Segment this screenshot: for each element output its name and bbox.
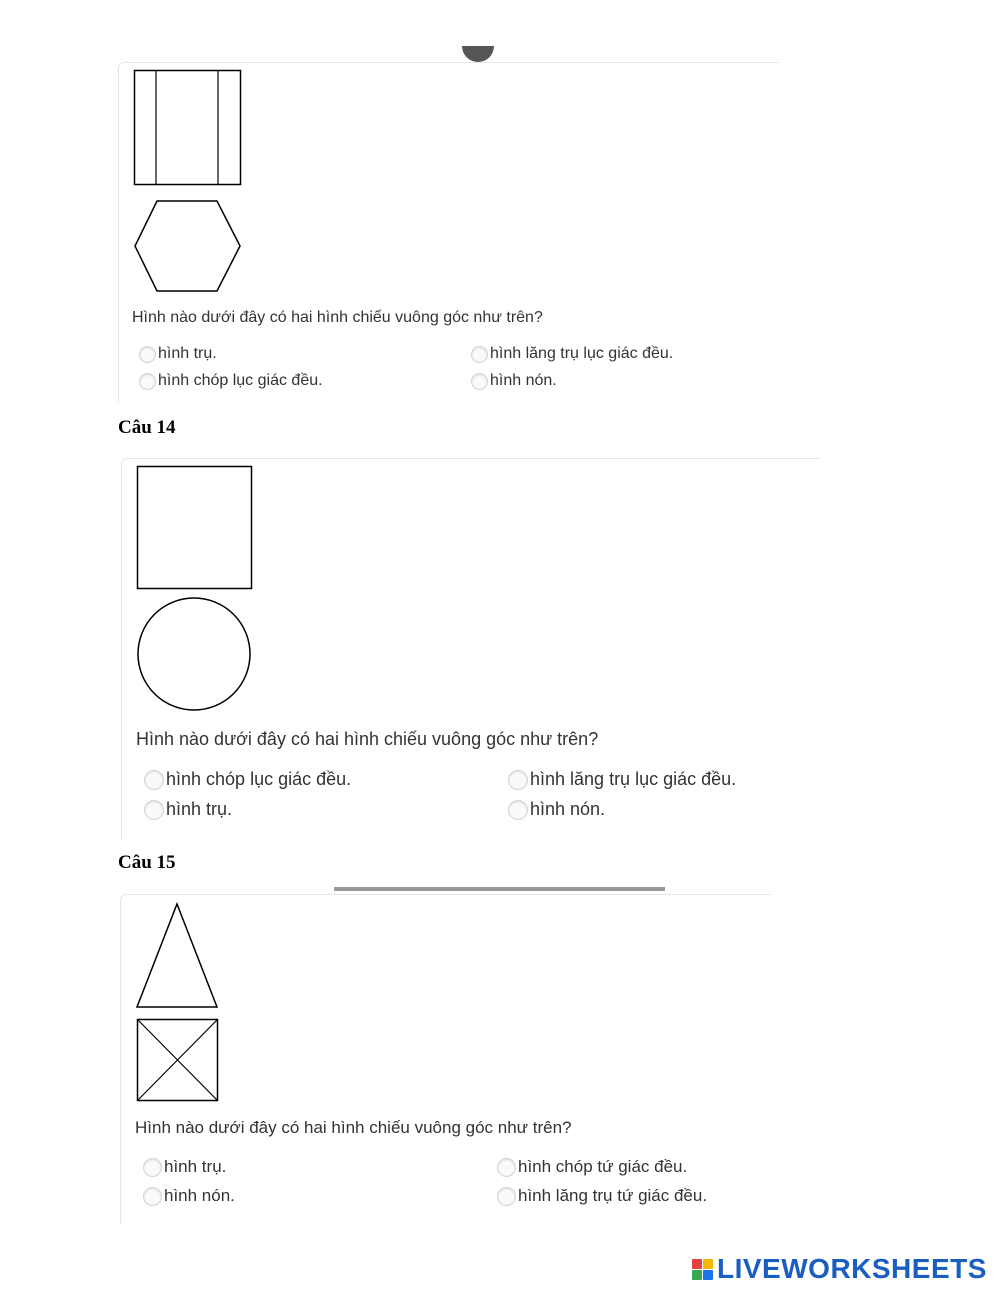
- q14-front-view-square: [137, 466, 253, 590]
- q13-front-view-rectangle: [134, 70, 242, 186]
- q13-option-2[interactable]: [471, 345, 673, 363]
- q15-prompt: Hình nào dưới đây có hai hình chiếu vuông góc như trên?: [135, 1118, 572, 1137]
- logo-square: [692, 1270, 702, 1280]
- q15-top-view-square-diagonals: [137, 1019, 219, 1102]
- option-label: hình chóp tứ giác đều.: [518, 1157, 688, 1176]
- q14-prompt: Hình nào dưới đây có hai hình chiếu vuông góc như trên?: [136, 729, 599, 749]
- option-label: hình nón.: [530, 799, 606, 819]
- q13-option-3[interactable]: [139, 372, 323, 390]
- radio-button[interactable]: [497, 1187, 516, 1206]
- radio-button[interactable]: [471, 346, 488, 363]
- radio-button[interactable]: [471, 373, 488, 390]
- option-label: hình trụ.: [166, 799, 233, 819]
- divider-bar: [334, 887, 665, 891]
- option-label: hình lăng trụ tứ giác đều.: [518, 1186, 708, 1205]
- radio-button[interactable]: [143, 1158, 162, 1177]
- radio-button[interactable]: [139, 346, 156, 363]
- logo-text: LIVEWORKSHEETS: [717, 1253, 987, 1284]
- radio-button[interactable]: [144, 800, 164, 820]
- radio-button[interactable]: [143, 1187, 162, 1206]
- option-label: hình nón.: [490, 372, 557, 389]
- q14-option-3[interactable]: [144, 799, 232, 820]
- q15-option-2[interactable]: [497, 1157, 687, 1177]
- radio-button[interactable]: [139, 373, 156, 390]
- q15-option-3[interactable]: [143, 1186, 235, 1206]
- option-label: hình chóp lục giác đều.: [166, 769, 352, 789]
- logo-square: [703, 1259, 713, 1269]
- question-14-label: Câu 14: [118, 417, 176, 438]
- q15-front-view-triangle: [136, 903, 220, 1009]
- q13-option-1[interactable]: [139, 345, 217, 363]
- q15-option-1[interactable]: [143, 1157, 226, 1177]
- logo-square: [703, 1270, 713, 1280]
- q14-option-4[interactable]: [508, 799, 605, 820]
- option-label: hình chóp lục giác đều.: [158, 372, 323, 389]
- option-label: hình trụ.: [164, 1157, 227, 1176]
- question-15-label: Câu 15: [118, 852, 176, 873]
- q13-option-4[interactable]: [471, 372, 557, 390]
- q14-top-view-circle: [137, 597, 253, 713]
- logo-square: [692, 1259, 702, 1269]
- option-label: hình lăng trụ lục giác đều.: [530, 769, 737, 789]
- scroll-indicator: [462, 46, 494, 62]
- radio-button[interactable]: [508, 800, 528, 820]
- q13-top-view-hexagon: [134, 200, 242, 294]
- option-label: hình trụ.: [158, 345, 217, 362]
- option-label: hình lăng trụ lục giác đều.: [490, 345, 674, 362]
- radio-button[interactable]: [508, 770, 528, 790]
- q14-option-2[interactable]: [508, 769, 736, 790]
- q13-prompt: Hình nào dưới đây có hai hình chiếu vuông góc như trên?: [132, 309, 543, 326]
- radio-button[interactable]: [144, 770, 164, 790]
- q15-option-4[interactable]: [497, 1186, 707, 1206]
- logo-icon: [692, 1259, 713, 1280]
- liveworksheets-logo: [692, 1254, 987, 1284]
- radio-button[interactable]: [497, 1158, 516, 1177]
- option-label: hình nón.: [164, 1186, 235, 1205]
- q14-option-1[interactable]: [144, 769, 351, 790]
